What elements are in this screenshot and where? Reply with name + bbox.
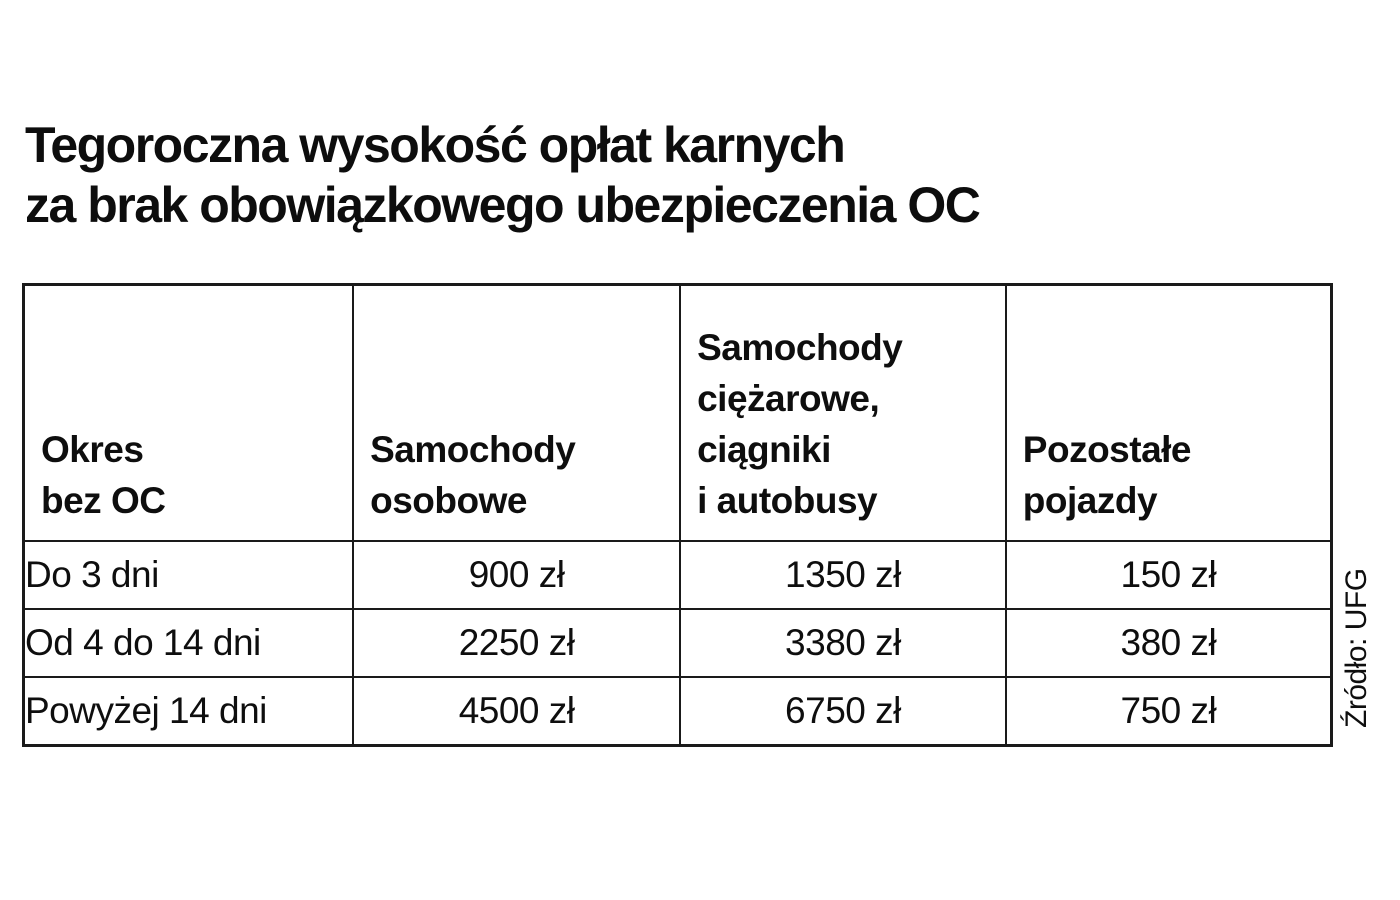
header-line: ciągniki xyxy=(697,428,831,470)
column-header-pozostale-pojazdy xyxy=(1006,285,1332,542)
value-cell-other: 750 zł xyxy=(1006,677,1332,746)
header-line: osobowe xyxy=(370,479,527,521)
period-cell: Od 4 do 14 dni xyxy=(24,609,354,677)
value-cell-cars: 900 zł xyxy=(353,541,680,609)
penalty-fees-table xyxy=(22,283,1333,747)
header-line: i autobusy xyxy=(697,479,878,521)
column-header-okres-bez-oc xyxy=(24,285,354,542)
page-title xyxy=(25,116,979,235)
header-line: bez OC xyxy=(41,479,166,521)
column-header-samochody-ciezarowe xyxy=(680,285,1006,542)
header-line: Pozostałe xyxy=(1022,428,1192,470)
header-line: Samochody xyxy=(370,428,576,470)
page-title-line-2: za brak obowiązkowego ubezpieczenia OC xyxy=(25,176,980,233)
header-line: Okres xyxy=(41,428,144,470)
value-cell-cars: 4500 zł xyxy=(353,677,680,746)
header-line: pojazdy xyxy=(1022,479,1158,521)
value-cell-cars: 2250 zł xyxy=(353,609,680,677)
table-header-row xyxy=(24,285,1332,542)
value-cell-trucks: 3380 zł xyxy=(680,609,1006,677)
header-line: ciężarowe, xyxy=(697,377,880,419)
value-cell-other: 380 zł xyxy=(1006,609,1332,677)
source-attribution-text: Źródło: UFG xyxy=(1340,568,1373,728)
value-cell-trucks: 6750 zł xyxy=(680,677,1006,746)
value-cell-other: 150 zł xyxy=(1006,541,1332,609)
table-row xyxy=(24,609,1332,677)
page-title-line-1: Tegoroczna wysokość opłat karnych xyxy=(25,117,845,173)
source-attribution xyxy=(1338,528,1380,728)
table-row xyxy=(24,541,1332,609)
table-row xyxy=(24,677,1332,746)
period-cell: Powyżej 14 dni xyxy=(24,677,354,746)
value-cell-trucks: 1350 zł xyxy=(680,541,1006,609)
period-cell: Do 3 dni xyxy=(24,541,354,609)
header-line: Samochody xyxy=(697,326,903,368)
column-header-samochody-osobowe xyxy=(353,285,680,542)
